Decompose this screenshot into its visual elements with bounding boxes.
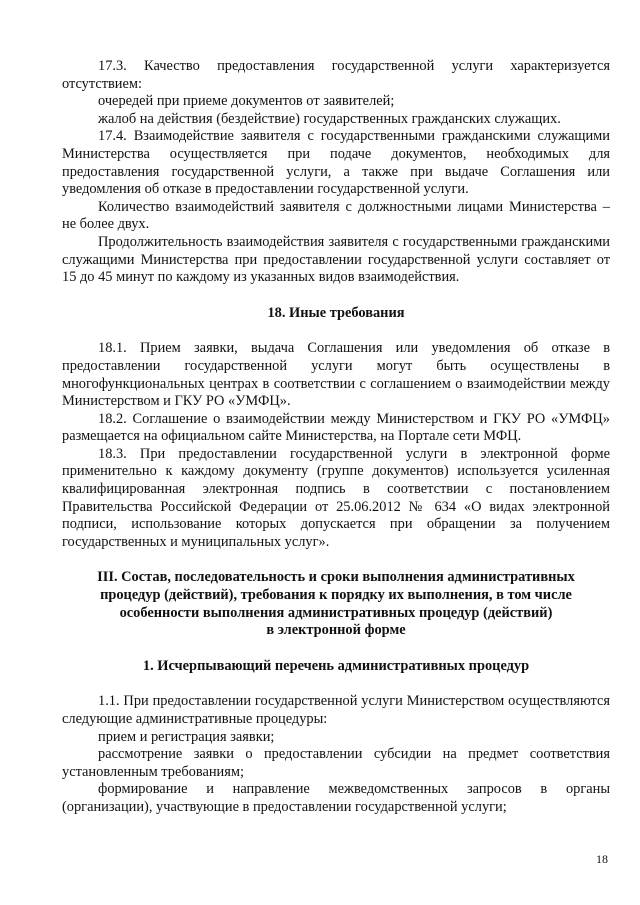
paragraph-17-3: 17.3. Качество предоставления государственной услуги характеризуется отсутствием: [62, 58, 610, 92]
paragraph-1-1: 1.1. При предоставлении государственной услуги Министерством осуществляются следующие административные процедуры: [62, 693, 610, 727]
paragraph-18-3: 18.3. При предоставлении государственной услуги в электронной форме применительно к каждому документу (группе документов) используется усиленная квалифицированная электронная подпись в соответствии с постановлением Правительства Российской Федерации от 25.06.2012 № 634 «О видах электронной подписи, использование которых допускается при обращении за получением государственных и муниципальных услуг». [62, 445, 610, 550]
document-page [62, 58, 610, 817]
list-item: очередей при приеме документов от заявителей; [98, 93, 395, 110]
heading-line: процедур (действий), требования к порядку их выполнения, в том числе [100, 587, 572, 604]
heading-line: особенности выполнения административных процедур (действий) [119, 604, 553, 621]
list-item: прием и регистрация заявки; [98, 728, 275, 745]
page-number: 18 [596, 852, 608, 866]
paragraph-17-4: 17.4. Взаимодействие заявителя с государственными гражданскими служащими Министерства осуществляется при подаче документов, необходимых для предоставления государственной услуги, а также при выдаче Соглашения или уведомления об отказе в предоставлении государственной услуги. [62, 128, 610, 198]
list-item: рассмотрение заявки о предоставлении субсидии на предмет соответствия установленным требованиям; [62, 746, 610, 780]
list-item: формирование и направление межведомственных запросов в органы (организации), участвующие в предоставлении государственной услуги; [62, 781, 610, 815]
subsection-1-heading: 1. Исчерпывающий перечень административных процедур [142, 657, 530, 674]
heading-line: III. Состав, последовательность и сроки выполнения административных [97, 569, 575, 586]
heading-line: в электронной форме [266, 622, 406, 639]
section-18-heading: 18. Иные требования [267, 304, 405, 321]
paragraph-18-1: 18.1. Прием заявки, выдача Соглашения или уведомления об отказе в предоставлении государственной услуги могут быть осуществлены в многофункциональных центрах в соответствии с соглашением о взаимодействии между Министерством и ГКУ РО «УМФЦ». [62, 340, 610, 410]
list-item: жалоб на действия (бездействие) государственных гражданских служащих. [98, 110, 561, 127]
paragraph-duration: Продолжительность взаимодействия заявителя с государственными гражданскими служащими Министерства при предоставлении государственной услуги составляет от 15 до 45 минут по каждому из указанных видов взаимодействия. [62, 233, 610, 286]
paragraph-18-2: 18.2. Соглашение о взаимодействии между Министерством и ГКУ РО «УМФЦ» размещается на официальном сайте Министерства, на Портале сети МФЦ. [62, 410, 610, 445]
section-3-heading [62, 569, 610, 639]
paragraph-count: Количество взаимодействий заявителя с должностными лицами Министерства – не более двух. [62, 198, 610, 233]
